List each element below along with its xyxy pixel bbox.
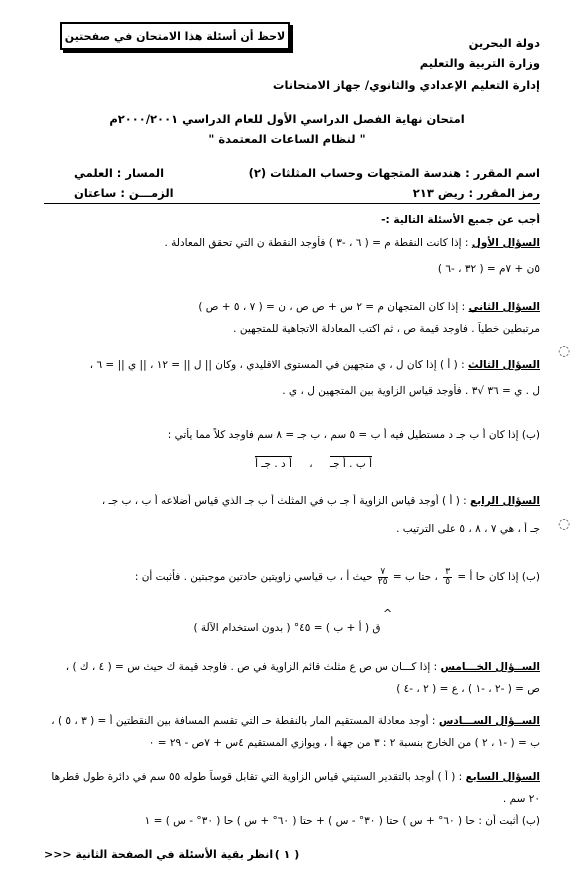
question-2-label: السؤال الثاني: [468, 301, 540, 313]
exam-title: امتحان نهاية الفصل الدراسي الأول للعام الدراسي ٢٠٠٠/٢٠٠١م: [109, 112, 465, 126]
question-4-text: : ( أ ) أوجد قياس الزاوية أ جـ ب في المثلث أ ب جـ الذي قياس أضلاعه أ ب ، ب جـ ،: [101, 495, 467, 507]
two-pages-notice: لاحظ أن أسئلة هذا الامتحان في صفحتين: [60, 22, 290, 50]
question-3: [44, 358, 540, 372]
exam-system: " لنظام الساعات المعتمدة ": [208, 132, 366, 146]
angle-hat-icon: ^: [383, 607, 393, 620]
question-4-part-b: (ب) إذا كان حا أ = $\frac{٣}{٥}$ ، حتا ب = $\frac{٧}{٢٥}$ حيث أ ، ب قياسي زاويتين حادتين موجبتين . فأثبت أن :: [134, 566, 540, 587]
question-7-line-2: ٢٠ سم .: [502, 793, 540, 805]
question-3-part-b: (ب) إذا كان أ ب جـ د مستطيل فيه أ ب = ٥ سم ، ب جـ = ٨ سم فاوجد كلاً مما يأتي :: [167, 429, 540, 441]
question-7-part-b: (ب) أثبت أن : حا ( ٦٠° + س ) حتا ( ٣٠° - س ) + حتا ( ٦٠° + س ) حا ( ٣٠° - س ) = ١: [144, 815, 540, 827]
course-code: رمز المقرر : ريض ٢١٣: [412, 186, 540, 200]
course-track: المسار : العلمي: [74, 166, 165, 180]
question-6: [44, 714, 540, 728]
question-1-equation: ٥ن + ٧م = ( ٣٢ ، -٦ ): [437, 263, 540, 275]
question-7-label: السؤال السابع: [465, 771, 540, 783]
fraction: $\frac{٣}{٥}$: [445, 566, 451, 587]
course-name: اسم المقرر : هندسة المتجهات وحساب المثلثات (٢): [248, 166, 540, 180]
question-3-vectors: أ ب . أ جـ ، أ د . جـ أ: [255, 458, 372, 470]
fraction: $\frac{٧}{٢٥}$: [377, 566, 388, 587]
instructions: أجب عن جميع الأسئلة التالية :-: [381, 214, 540, 226]
question-2-line-2: مرتبطين خطياً . فاوجد قيمة ص ، ثم اكتب المعادلة الاتجاهية للمتجهين .: [233, 323, 540, 335]
question-3-line-2: ل . ي = ٣٦ √٣ . فأوجد قياس الزاوية بين المتجهين ل ، ي .: [282, 385, 540, 397]
question-3-label: السؤال الثالث: [467, 359, 540, 371]
question-2-text: : إذا كان المتجهان م = ٢ س + ص ص ، ن = ( ٧ ، ٥ + ص ): [198, 301, 466, 313]
header-ministry: وزارة التربية والتعليم: [419, 56, 540, 70]
vector-expression: أ ب . أ جـ: [330, 458, 372, 470]
hole-punch-mark: ◌: [558, 343, 571, 359]
question-5-text: : إذا كـــان س ص ع مثلث قائم الزاوية في ص . فاوجد قيمة ك حيث س = ( ٤ ، ك ) ،: [65, 661, 438, 673]
question-6-label: الســؤال الســـادس: [438, 715, 540, 727]
question-4-proof: ق ( أ + ب ) = ٤٥° ( بدون استخدام الآلة ): [193, 622, 381, 634]
question-1: [44, 236, 540, 250]
continue-note: انظر بقية الأسئلة في الصفحة الثانية <<<: [44, 848, 274, 861]
question-3-text: : ( أ ) إذا كان ل ، ي متجهين في المستوى الاقليدي ، وكان || ل || = ١٢ ، || ي || = ٦ ،: [89, 359, 465, 371]
question-1-text: : إذا كانت النقطة م = ( ٦ ، -٣ ) فأوجد النقطة ن التي تحقق المعادلة .: [164, 237, 469, 249]
header-country: دولة البحرين: [468, 36, 540, 50]
hole-punch-mark: ◌: [558, 516, 571, 532]
question-1-label: السؤال الأول: [471, 237, 540, 249]
vector-expression: أ د . جـ أ: [255, 458, 292, 470]
exam-duration: الزمـــن : ساعتان: [74, 186, 174, 200]
question-4: [44, 494, 540, 508]
question-4-label: السؤال الرابع: [470, 495, 540, 507]
header-divider: [44, 203, 540, 204]
question-5-line-2: ص = ( -٢ ، -١ ) ، ع = ( ٢ ، -٤ ): [396, 683, 540, 695]
question-5: [44, 660, 540, 674]
question-6-text: : أوجد معادلة المستقيم المار بالنقطة حـ التي تقسم المسافة بين النقطتين أ = ( ٣ ، ٥ ) ،: [51, 715, 436, 727]
page-number: ( ١ ): [274, 848, 300, 861]
question-2: [44, 300, 540, 314]
question-6-line-2: ب = ( -١ ، ٢ ) من الخارج بنسبة ٢ : ٣ من جهة أ ، ويوازي المستقيم ٤س + ٧ص - ٢٩ = ٠: [148, 737, 540, 749]
header-directorate: إدارة التعليم الإعدادي والثانوي/ جهاز الامتحانات: [272, 78, 540, 92]
question-4-line-2: جـ أ ، هي ٧ ، ٨ ، ٥ على الترتيب .: [396, 523, 540, 535]
question-7-text: : ( أ ) أوجد بالتقدير الستيني قياس الزاوية التي تقابل قوساً طوله ٥٥ سم في دائرة طول قطرها: [51, 771, 463, 783]
question-5-label: الســؤال الخـــامس: [440, 661, 540, 673]
question-7: [44, 770, 540, 784]
